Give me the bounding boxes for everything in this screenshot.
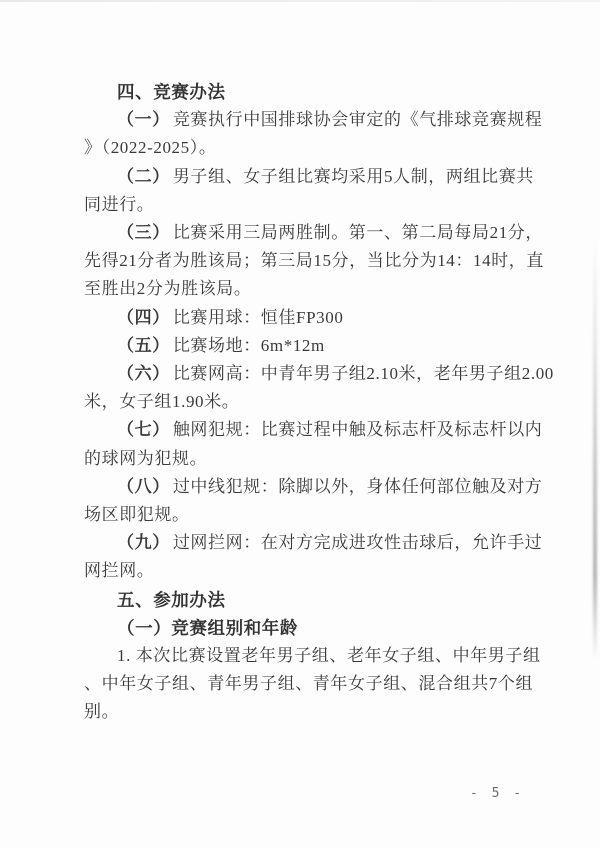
text-column: [84, 78, 554, 727]
text-line: （七） 触网犯规：比赛过程中触及标志杆及标志杆以内: [117, 420, 543, 440]
item-marker: （七）: [117, 420, 170, 440]
text-line: （一） 竞赛执行中国排球协会审定的《气排球竞赛规程: [117, 110, 543, 130]
section-heading: 五、参加办法: [117, 589, 226, 610]
text-line: 至胜出2分为胜该局。: [84, 279, 252, 299]
text-line: （五） 比赛场地：6m*12m: [117, 335, 325, 355]
text-line: 别。: [84, 702, 120, 722]
text-line: 网拦网。: [84, 561, 155, 581]
item-marker: （八）: [117, 476, 170, 496]
scan-artifact: [593, 235, 597, 660]
text-line: 先得21分者为胜该局；第三局15分，当比分为14：14时，直: [84, 251, 544, 271]
item-marker: （九）: [117, 533, 170, 553]
text-line: 场区即犯规。: [84, 505, 190, 525]
item-marker: （一）: [117, 110, 170, 130]
section-heading: 四、竞赛办法: [117, 82, 226, 102]
item-marker: （五）: [117, 335, 170, 355]
text-line: （八） 过中线犯规：除脚以外，身体任何部位触及对方: [117, 476, 543, 496]
scan-top-edge: [0, 0, 600, 2]
text-line: （九） 过网拦网：在对方完成进攻性击球后，允许手过: [117, 533, 543, 553]
item-marker: （二）: [117, 166, 170, 186]
text-line: （二） 男子组、女子组比赛均采用5人制，两组比赛共: [117, 166, 534, 186]
text-line: 的球网为犯规。: [84, 448, 208, 468]
text-line: 同进行。: [84, 194, 155, 214]
text-line: 》（2022-2025）。: [84, 138, 217, 158]
section-heading: （一）竞赛组别和年龄: [117, 617, 298, 638]
text-line: 、中年女子组、青年男子组、青年女子组、混合组共7个组: [84, 674, 534, 694]
item-marker: （三）: [117, 223, 170, 243]
item-marker: （四）: [117, 307, 170, 327]
page-number: - 5 -: [470, 786, 525, 801]
text-line: 1. 本次比赛设置老年男子组、老年女子组、中年男子组: [117, 646, 541, 666]
text-line: 米，女子组1.90米。: [84, 392, 240, 412]
item-marker: （六）: [117, 364, 170, 384]
text-line: （六） 比赛网高：中青年男子组2.10米，老年男子组2.00: [117, 364, 554, 384]
text-line: （三） 比赛采用三局两胜制。第一、第二局每局21分，: [117, 223, 544, 243]
text-line: （四） 比赛用球：恒佳FP300: [117, 307, 344, 327]
